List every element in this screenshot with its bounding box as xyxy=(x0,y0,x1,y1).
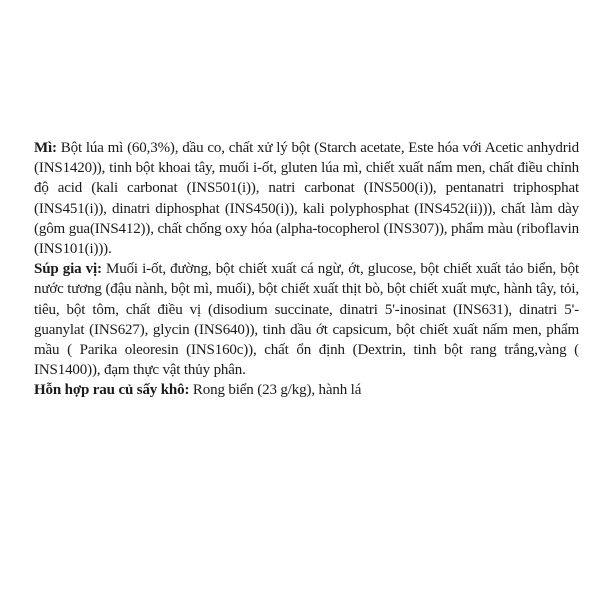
dried-vegetables-label: Hỗn hợp rau củ sấy khô: xyxy=(34,382,190,399)
noodle-label: Mì: xyxy=(34,140,57,156)
noodle-ingredients-text: Bột lúa mì (60,3%), dầu co, chất xử lý bột (Starch acetate, Este hóa với Acetic anhydrid (INS1420)), tinh bột khoai tây, muối i-ốt, gluten lúa mì, chiết xuất nấm men, chất điều chỉnh độ acid (kali carbonat (INS501(i)), natri carbonat (INS500(i)), pentanatri triphosphat (INS451(i)), dinatri diphosphat (INS450(i)), kali polyphosphat (INS452(ii))), chất làm dày (gôm gua(INS412)), chất chống oxy hóa (alpha-tocopherol (INS307)), phẩm màu (riboflavin (INS101(i))). xyxy=(34,140,579,258)
noodle-ingredients-paragraph xyxy=(34,138,579,259)
ingredients-text-block xyxy=(34,138,579,401)
seasoning-label: Súp gia vị: xyxy=(34,261,102,278)
seasoning-ingredients-text: Muối i-ốt, đường, bột chiết xuất cá ngừ, ớt, glucose, bột chiết xuất tảo biển, bột nước tương (đậu nành, bột mì, muối), bột chiết xuất thịt bò, bột chiết xuất mực, hành tây, tỏi, tiêu, bột tôm, chất điều vị (disodium succinate, dinatri 5'-inosinat (INS631), dinatri 5'-guanylat (INS627), glycin (INS640)), tinh dầu ớt capsicum, bột chiết xuất nấm men, phẩm mầu ( Parika oleoresin (INS160c)), chất ổn định (Dextrin, tinh bột rang trắng,vàng ( INS1400)), đạm thực vật thủy phân. xyxy=(34,261,579,379)
dried-vegetables-paragraph xyxy=(34,380,579,400)
seasoning-ingredients-paragraph xyxy=(34,259,579,380)
dried-vegetables-text: Rong biển (23 g/kg), hành lá xyxy=(189,382,362,399)
